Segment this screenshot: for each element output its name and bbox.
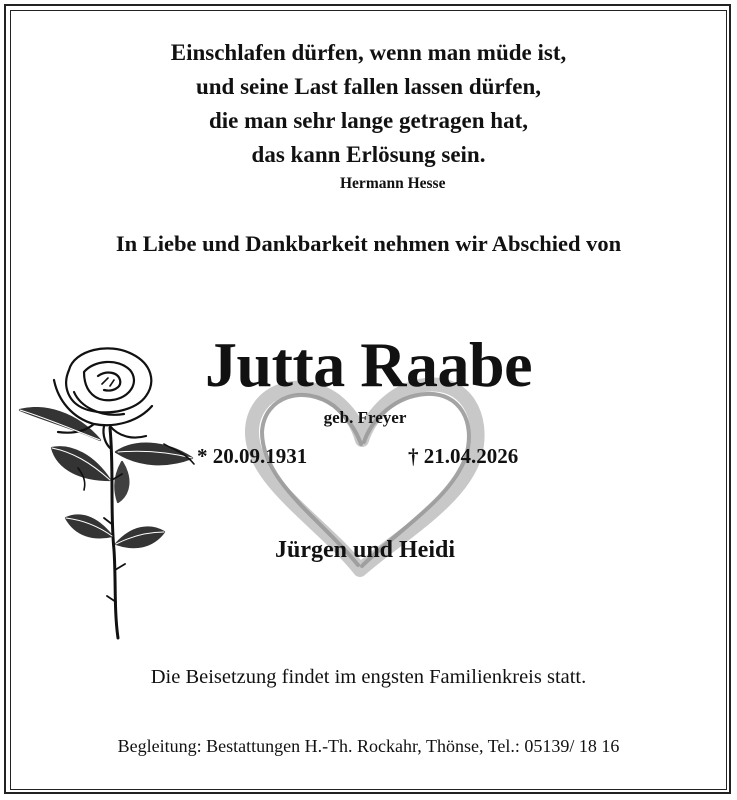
death-date: † 21.04.2026 <box>408 444 519 468</box>
poem-line: Einschlafen dürfen, wenn man müde ist, <box>170 40 567 65</box>
burial-note: Die Beisetzung findet im engsten Familienkreis statt. <box>150 666 587 688</box>
mourners: Jürgen und Heidi <box>274 537 456 563</box>
poem-line: und seine Last fallen lassen dürfen, <box>195 74 542 99</box>
birth-date: * 20.09.1931 <box>197 444 308 468</box>
poem-author: Hermann Hesse <box>340 175 446 192</box>
poem-line: das kann Erlösung sein. <box>251 142 486 167</box>
maiden-name: geb. Freyer <box>323 408 407 427</box>
poem <box>0 36 737 172</box>
poem-line: die man sehr lange getragen hat, <box>208 108 528 133</box>
funeral-home: Begleitung: Bestattungen H.-Th. Rockahr, Thönse, Tel.: 05139/ 18 16 <box>117 736 620 756</box>
intro-text: In Liebe und Dankbarkeit nehmen wir Abschied von <box>115 231 622 256</box>
deceased-name: Jutta Raabe <box>205 329 532 400</box>
